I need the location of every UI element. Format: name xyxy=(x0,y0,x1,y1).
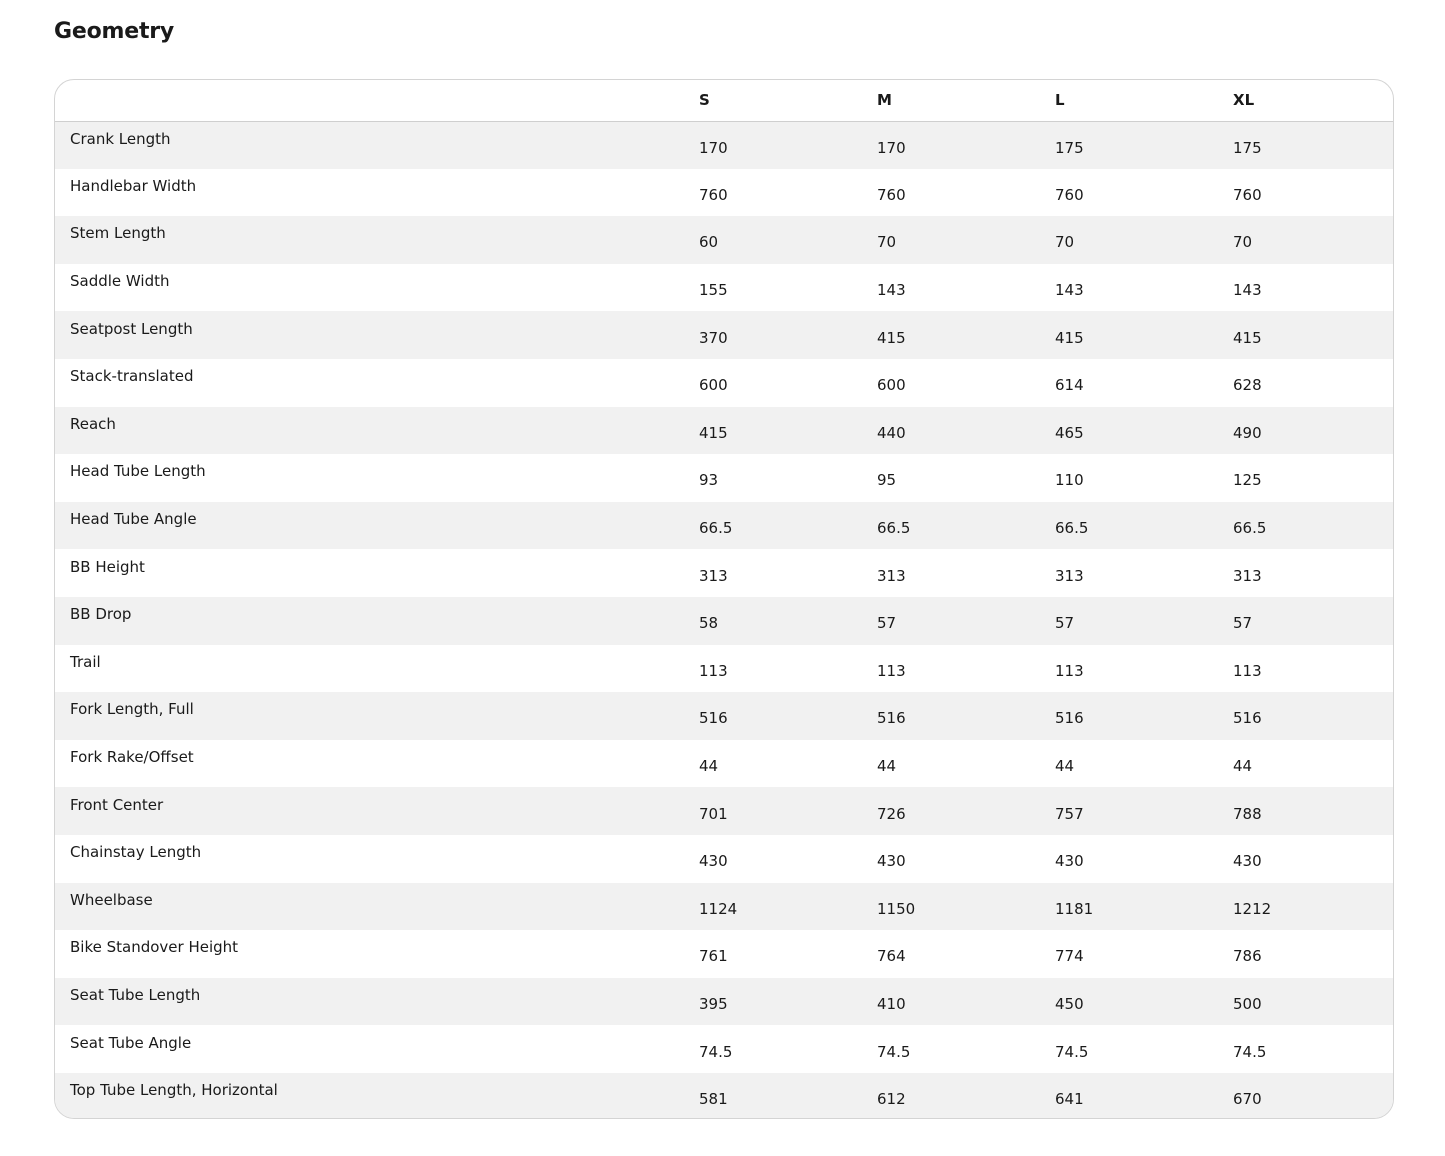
row-value-s: 313 xyxy=(699,566,728,585)
row-value-xl: 516 xyxy=(1233,709,1262,728)
table-row xyxy=(55,883,1393,931)
row-value-xl: 57 xyxy=(1233,614,1253,633)
row-label: Wheelbase xyxy=(70,890,153,909)
row-value-m: 313 xyxy=(877,566,906,585)
table-row xyxy=(55,359,1393,407)
row-label: Fork Rake/Offset xyxy=(70,748,194,767)
table-row xyxy=(55,169,1393,217)
row-value-xl: 500 xyxy=(1233,994,1262,1013)
row-value-l: 66.5 xyxy=(1055,519,1089,538)
table-row xyxy=(55,311,1393,359)
row-label: Seatpost Length xyxy=(70,319,193,338)
row-value-m: 143 xyxy=(877,281,906,300)
row-value-m: 760 xyxy=(877,185,906,204)
row-value-l: 110 xyxy=(1055,471,1084,490)
row-value-s: 395 xyxy=(699,994,728,1013)
row-label: Chainstay Length xyxy=(70,843,202,862)
row-value-m: 516 xyxy=(877,709,906,728)
row-value-s: 44 xyxy=(699,757,719,776)
table-row xyxy=(55,121,1393,169)
row-value-xl: 760 xyxy=(1233,185,1262,204)
row-value-m: 726 xyxy=(877,804,906,823)
row-value-l: 44 xyxy=(1055,757,1075,776)
row-value-m: 44 xyxy=(877,757,897,776)
row-value-m: 440 xyxy=(877,423,906,442)
row-value-xl: 430 xyxy=(1233,852,1262,871)
table-body xyxy=(55,121,1393,1119)
row-value-m: 95 xyxy=(877,471,897,490)
row-value-l: 430 xyxy=(1055,852,1084,871)
row-label: Trail xyxy=(70,652,101,671)
row-value-s: 60 xyxy=(699,233,719,252)
row-value-l: 415 xyxy=(1055,328,1084,347)
table-row xyxy=(55,930,1393,978)
row-value-xl: 490 xyxy=(1233,423,1262,442)
row-value-l: 774 xyxy=(1055,947,1084,966)
row-value-xl: 143 xyxy=(1233,281,1262,300)
row-label: BB Height xyxy=(70,557,145,576)
row-value-xl: 175 xyxy=(1233,138,1262,157)
row-value-xl: 66.5 xyxy=(1233,519,1267,538)
row-value-s: 516 xyxy=(699,709,728,728)
row-value-m: 430 xyxy=(877,852,906,871)
row-value-xl: 415 xyxy=(1233,328,1262,347)
table-row xyxy=(55,1073,1393,1119)
row-value-xl: 1212 xyxy=(1233,899,1272,918)
row-label: BB Drop xyxy=(70,605,132,624)
row-value-l: 143 xyxy=(1055,281,1084,300)
row-label: Front Center xyxy=(70,795,164,814)
row-value-l: 614 xyxy=(1055,376,1084,395)
row-label: Stem Length xyxy=(70,224,166,243)
geometry-table xyxy=(55,80,1393,1119)
table-row xyxy=(55,978,1393,1026)
row-value-m: 70 xyxy=(877,233,897,252)
row-value-xl: 70 xyxy=(1233,233,1253,252)
row-value-s: 113 xyxy=(699,661,728,680)
row-value-m: 600 xyxy=(877,376,906,395)
row-value-xl: 786 xyxy=(1233,947,1262,966)
row-value-m: 113 xyxy=(877,661,906,680)
row-value-l: 113 xyxy=(1055,661,1084,680)
row-label: Saddle Width xyxy=(70,272,170,291)
row-value-l: 465 xyxy=(1055,423,1084,442)
row-label: Head Tube Angle xyxy=(70,510,197,529)
row-label: Crank Length xyxy=(70,129,171,148)
header-cell-blank xyxy=(55,80,684,121)
row-value-xl: 628 xyxy=(1233,376,1262,395)
row-label: Reach xyxy=(70,414,116,433)
row-value-m: 410 xyxy=(877,994,906,1013)
row-value-s: 581 xyxy=(699,1090,728,1109)
row-label: Seat Tube Angle xyxy=(70,1033,192,1052)
row-value-s: 370 xyxy=(699,328,728,347)
row-value-m: 57 xyxy=(877,614,897,633)
header-size-l: L xyxy=(1055,91,1065,110)
row-value-s: 1124 xyxy=(699,899,738,918)
row-label: Fork Length, Full xyxy=(70,700,194,719)
geometry-table-card xyxy=(54,79,1394,1119)
row-value-s: 93 xyxy=(699,471,719,490)
row-label: Head Tube Length xyxy=(70,462,206,481)
row-value-s: 66.5 xyxy=(699,519,733,538)
row-value-xl: 125 xyxy=(1233,471,1262,490)
row-value-l: 1181 xyxy=(1055,899,1094,918)
table-row xyxy=(55,835,1393,883)
table-row xyxy=(55,216,1393,264)
row-value-s: 761 xyxy=(699,947,728,966)
header-size-s: S xyxy=(699,91,710,110)
table-row xyxy=(55,740,1393,788)
table-row xyxy=(55,1025,1393,1073)
row-value-xl: 788 xyxy=(1233,804,1262,823)
row-value-s: 701 xyxy=(699,804,728,823)
row-value-xl: 313 xyxy=(1233,566,1262,585)
row-value-m: 415 xyxy=(877,328,906,347)
row-value-l: 175 xyxy=(1055,138,1084,157)
table-row xyxy=(55,549,1393,597)
table-row xyxy=(55,407,1393,455)
row-value-xl: 74.5 xyxy=(1233,1042,1267,1061)
row-value-s: 415 xyxy=(699,423,728,442)
table-row xyxy=(55,597,1393,645)
table-header xyxy=(55,80,1393,121)
row-value-xl: 44 xyxy=(1233,757,1253,776)
table-row xyxy=(55,264,1393,312)
row-label: Handlebar Width xyxy=(70,176,197,195)
row-value-xl: 113 xyxy=(1233,661,1262,680)
row-label: Stack-translated xyxy=(70,367,194,386)
row-value-m: 170 xyxy=(877,138,906,157)
table-row xyxy=(55,787,1393,835)
row-value-l: 757 xyxy=(1055,804,1084,823)
row-value-s: 760 xyxy=(699,185,728,204)
table-row xyxy=(55,645,1393,693)
row-value-m: 1150 xyxy=(877,899,916,918)
row-value-m: 74.5 xyxy=(877,1042,911,1061)
row-value-m: 764 xyxy=(877,947,906,966)
row-value-s: 430 xyxy=(699,852,728,871)
row-value-l: 641 xyxy=(1055,1090,1084,1109)
page-title: Geometry xyxy=(54,19,175,44)
row-value-l: 516 xyxy=(1055,709,1084,728)
row-value-l: 74.5 xyxy=(1055,1042,1089,1061)
row-value-s: 170 xyxy=(699,138,728,157)
row-value-l: 70 xyxy=(1055,233,1075,252)
row-value-l: 313 xyxy=(1055,566,1084,585)
row-value-m: 612 xyxy=(877,1090,906,1109)
row-value-xl: 670 xyxy=(1233,1090,1262,1109)
row-value-m: 66.5 xyxy=(877,519,911,538)
row-value-s: 58 xyxy=(699,614,719,633)
row-label: Top Tube Length, Horizontal xyxy=(70,1081,278,1100)
row-label: Seat Tube Length xyxy=(70,985,201,1004)
header-size-m: M xyxy=(877,91,892,110)
table-row xyxy=(55,502,1393,550)
row-value-l: 57 xyxy=(1055,614,1075,633)
row-value-l: 450 xyxy=(1055,994,1084,1013)
table-row xyxy=(55,454,1393,502)
header-size-xl: XL xyxy=(1233,91,1255,110)
row-value-s: 155 xyxy=(699,281,728,300)
row-value-l: 760 xyxy=(1055,185,1084,204)
row-label: Bike Standover Height xyxy=(70,938,239,957)
table-row xyxy=(55,692,1393,740)
row-value-s: 600 xyxy=(699,376,728,395)
row-value-s: 74.5 xyxy=(699,1042,733,1061)
header-row xyxy=(55,80,1393,121)
